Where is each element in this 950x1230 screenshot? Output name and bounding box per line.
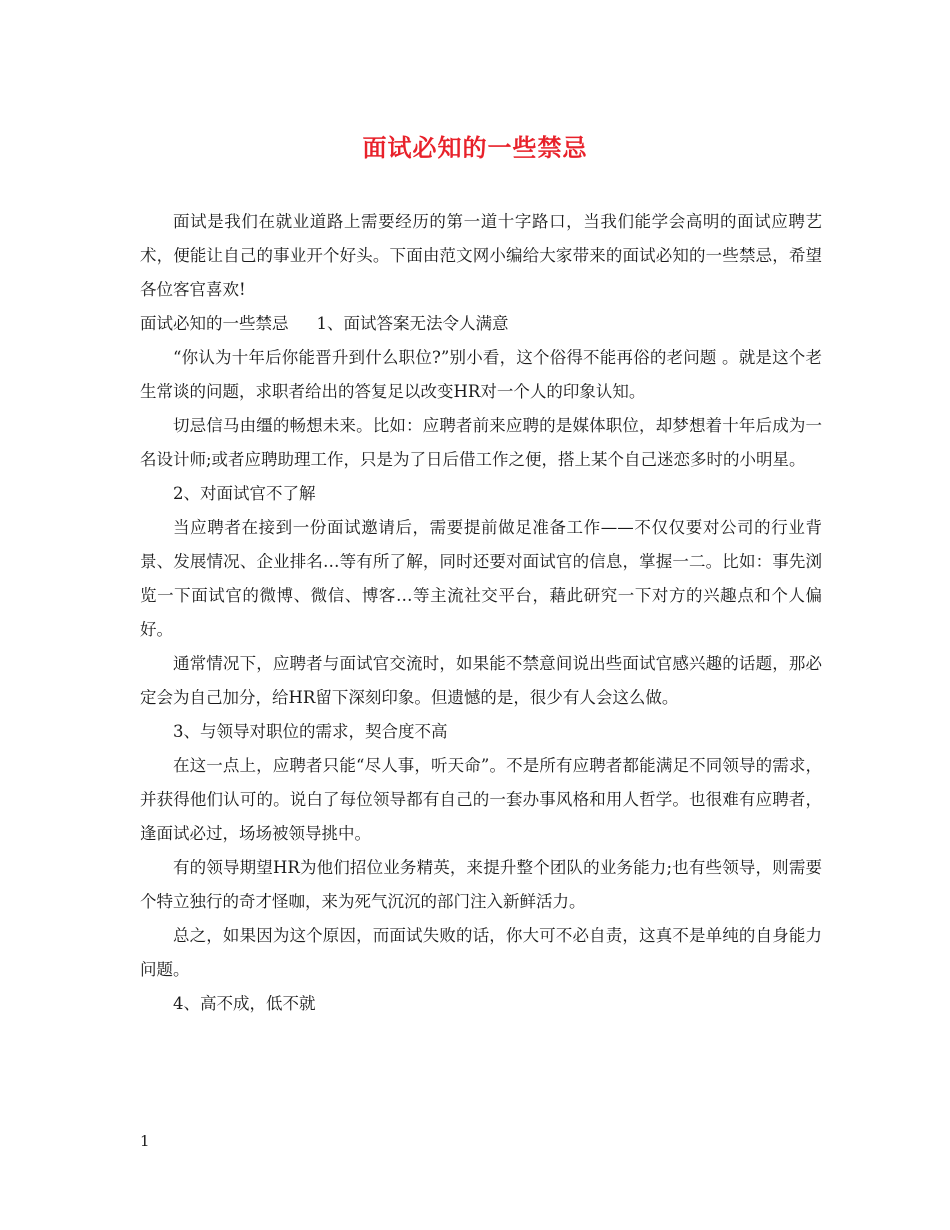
- paragraph-1: “你认为十年后你能晋升到什么职位?”别小看，这个俗得不能再俗的老问题 。就是这个老生常谈的问题，求职者给出的答复足以改变HR对一个人的印象认知。: [140, 348, 822, 401]
- document-body: [140, 205, 822, 1021]
- paragraph-2: 切忌信马由缰的畅想未来。比如：应聘者前来应聘的是媒体职位，却梦想着十年后成为一名设计师;或者应聘助理工作，只是为了日后借工作之便，搭上某个自己迷恋多时的小明星。: [140, 416, 822, 469]
- section-label: 面试必知的一些禁忌: [140, 314, 289, 333]
- section-line: [140, 307, 822, 341]
- paragraph-4: 通常情况下，应聘者与面试官交流时，如果能不禁意间说出些面试官感兴趣的话题，那必定会为自己加分，给HR留下深刻印象。但遗憾的是，很少有人会这么做。: [140, 654, 822, 707]
- intro-paragraph: 面试是我们在就业道路上需要经历的第一道十字路口，当我们能学会高明的面试应聘艺术，便能让自己的事业开个好头。下面由范文网小编给大家带来的面试必知的一些禁忌，希望各位客官喜欢!: [140, 212, 822, 299]
- paragraph-7: 总之，如果因为这个原因，而面试失败的话，你大可不必自责，这真不是单纯的自身能力问题。: [140, 926, 822, 979]
- section-heading-3: 3、与领导对职位的需求，契合度不高: [173, 722, 448, 741]
- paragraph-6: 有的领导期望HR为他们招位业务精英，来提升整个团队的业务能力;也有些领导，则需要个特立独行的奇才怪咖，来为死气沉沉的部门注入新鲜活力。: [140, 858, 822, 911]
- section-heading-1: 1、面试答案无法令人满意: [316, 314, 509, 333]
- paragraph-5: 在这一点上，应聘者只能“尽人事，听天命”。不是所有应聘者都能满足不同领导的需求，并获得他们认可的。说白了每位领导都有自己的一套办事风格和用人哲学。也很难有应聘者，逢面试必过，场场被领导挑中。: [140, 756, 822, 843]
- section-heading-2: 2、对面试官不了解: [173, 484, 316, 503]
- paragraph-3: 当应聘者在接到一份面试邀请后，需要提前做足准备工作——不仅仅要对公司的行业背景、发展情况、企业排名…等有所了解，同时还要对面试官的信息，掌握一二。比如：事先浏览一下面试官的微博、微信、博客…等主流社交平台，藉此研究一下对方的兴趣点和个人偏好。: [140, 518, 822, 639]
- page-number: 1: [140, 1132, 150, 1150]
- document-title: 面试必知的一些禁忌: [362, 133, 588, 162]
- section-heading-4: 4、高不成，低不就: [173, 994, 316, 1013]
